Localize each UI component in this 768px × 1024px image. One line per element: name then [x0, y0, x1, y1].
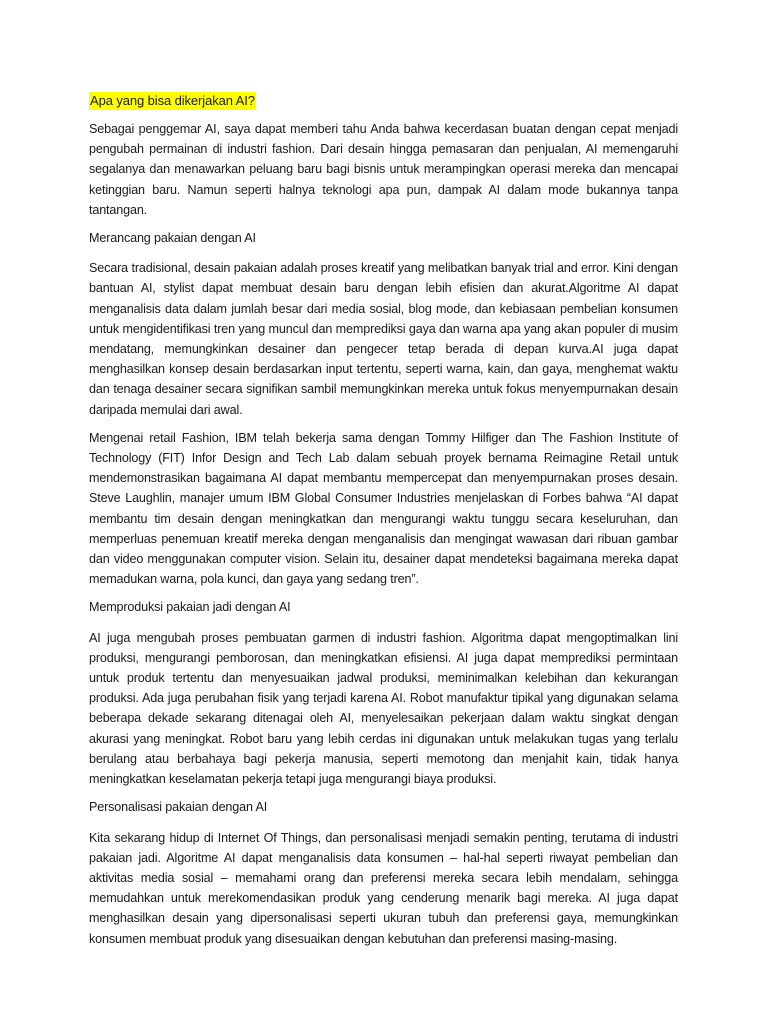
subheading-design: Merancang pakaian dengan AI — [89, 231, 256, 246]
document-page — [89, 92, 678, 957]
document-title: Apa yang bisa dikerjakan AI? — [90, 93, 255, 108]
title-wrapper — [89, 92, 678, 112]
paragraph-production: AI juga mengubah proses pembuatan garmen di industri fashion. Algoritma dapat mengoptimalkan lini produksi, mengurangi pemborosan, dan meningkatkan efisiensi. AI juga dapat memprediksi permintaan untuk produk tertentu dan menyesuaikan jadwal produksi, meminimalkan kelebihan dan kekurangan produksi. Ada juga perubahan fisik yang terjadi karena AI. Robot manufaktur tipikal yang digunakan selama beberapa dekade sekarang ditenagai oleh AI, menyelesaikan pekerjaan dalam waktu singkat dengan akurasi yang meningkat. Robot baru yang lebih cerdas ini digunakan untuk melakukan tugas yang terlalu berulang atau berbahaya bagi pekerja manusia, seperti memotong dan menjahit kain, tidak hanya meningkatkan keselamatan pekerja tetapi juga mengurangi biaya produksi. — [89, 630, 678, 787]
paragraph-intro: Sebagai penggemar AI, saya dapat memberi tahu Anda bahwa kecerdasan buatan dengan cepat menjadi pengubah permainan di industri fashion. Dari desain hingga pemasaran dan penjualan, AI memengaruhi segalanya dan menawarkan peluang baru bagi bisnis untuk merampingkan operasi mereka dan mencapai ketinggian baru. Namun seperti halnya teknologi apa pun, dampak AI dalam mode bukannya tanpa tantangan. — [89, 122, 678, 217]
subheading-production: Memproduksi pakaian jadi dengan AI — [89, 600, 291, 615]
subheading-personalization: Personalisasi pakaian dengan AI — [89, 800, 268, 815]
paragraph-personalization: Kita sekarang hidup di Internet Of Things, dan personalisasi menjadi semakin penting, terutama di industri pakaian jadi. Algoritme AI dapat menganalisis data konsumen – hal-hal seperti riwayat pembelian dan aktivitas media sosial – memahami orang dan preferensi mereka secara lebih mendalam, sehingga memudahkan untuk merekomendasikan produk yang cenderung menarik bagi mereka. AI juga dapat menghasilkan desain yang dipersonalisasi seperti ukuran tubuh dan preferensi gaya, memungkinkan konsumen membuat produk yang disesuaikan dengan kebutuhan dan preferensi masing-masing. — [89, 830, 678, 946]
paragraph-retail: Mengenai retail Fashion, IBM telah bekerja sama dengan Tommy Hilfiger dan The Fashion Institute of Technology (FIT) Infor Design and Tech Lab dalam sebuah proyek bernama Reimagine Retail untuk mendemonstrasikan bagaimana AI dapat membantu mempercepat dan menyempurnakan proses desain. Steve Laughlin, manajer umum IBM Global Consumer Industries menjelaskan di Forbes bahwa “AI dapat membantu tim desain dengan meningkatkan dan mengurangi waktu tunggu secara keseluruhan, dan memperluas penemuan kreatif mereka dengan menganalisis dan mengingat wawasan dari ribuan gambar dan video menggunakan computer vision. Selain itu, desainer dapat mendeteksi bagaimana mereka dapat memadukan warna, pola kunci, dan gaya yang sedang tren”. — [89, 430, 678, 587]
paragraph-design: Secara tradisional, desain pakaian adalah proses kreatif yang melibatkan banyak trial and error. Kini dengan bantuan AI, stylist dapat membuat desain baru dengan lebih efisien dan akurat.Algoritme AI dapat menganalisis data dalam jumlah besar dari media sosial, blog mode, dan kebiasaan pembelian konsumen untuk mengidentifikasi tren yang muncul dan memprediksi gaya dan warna apa yang akan populer di musim mendatang, memungkinkan desainer dan pengecer tetap berada di depan kurva.AI juga dapat menghasilkan konsep desain berdasarkan input tertentu, seperti warna, kain, dan gaya, menghemat waktu dan tenaga desainer secara signifikan sambil memungkinkan mereka untuk fokus menyempurnakan desain daripada memulai dari awal. — [89, 261, 678, 417]
